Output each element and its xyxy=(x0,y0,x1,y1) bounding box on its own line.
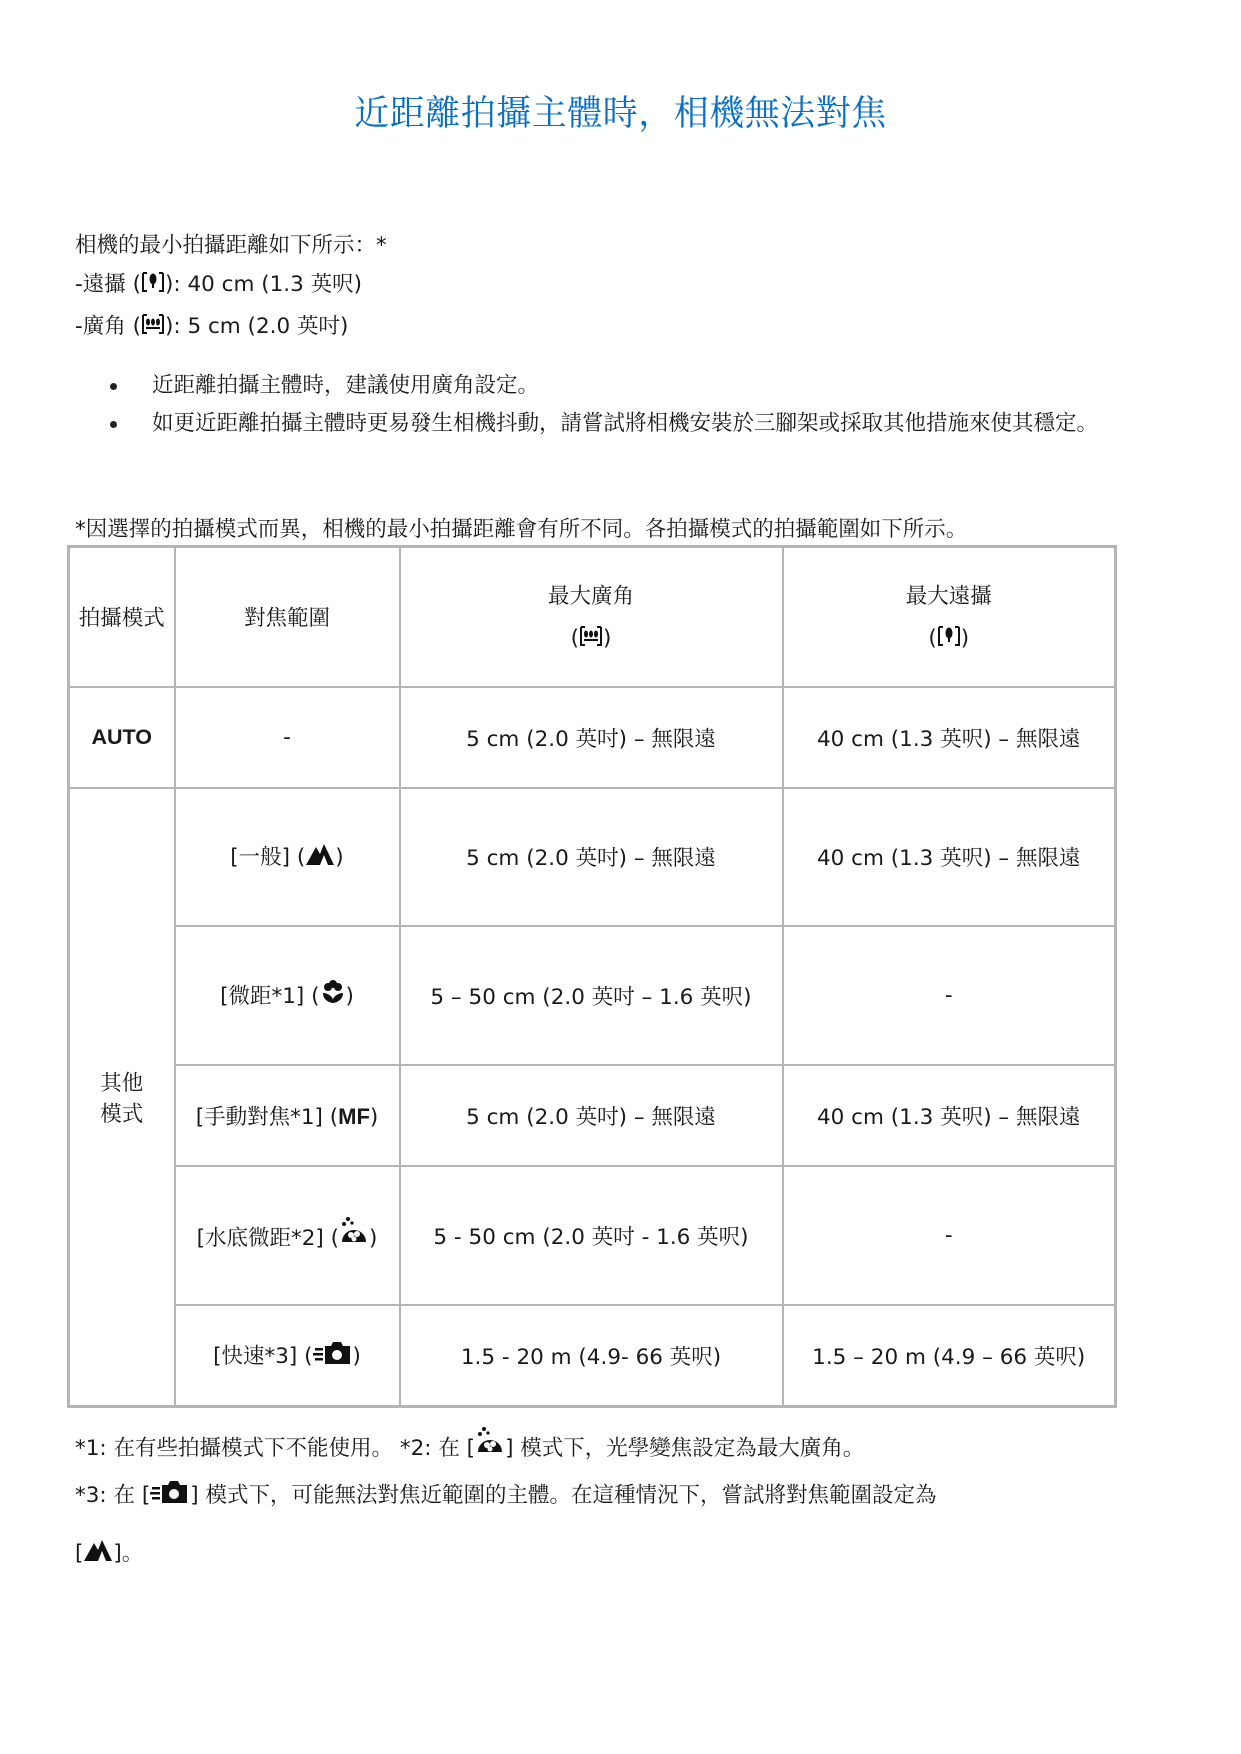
bullet-dot xyxy=(110,383,117,390)
header-wide-label: 最大廣角 xyxy=(547,584,634,610)
wide-cell: 5 cm (2.0 英吋) – 無限遠 xyxy=(400,788,783,926)
quick-shot-icon xyxy=(150,1479,190,1511)
footnote-text: *1: 在有些拍攝模式下不能使用。 *2: 在 [ xyxy=(75,1436,476,1461)
footnote-text: ]。 xyxy=(113,1541,144,1566)
range-text: [微距*1] ( xyxy=(220,983,320,1009)
manual-focus-icon: MF xyxy=(338,1103,370,1129)
footnote-1-2 xyxy=(75,1426,864,1464)
other-label-line2: 模式 xyxy=(100,1101,144,1127)
tele-cell: - xyxy=(783,1166,1116,1305)
table-row xyxy=(69,1166,1116,1305)
wide-prefix: -廣角 ( xyxy=(75,314,141,339)
tips-list xyxy=(110,368,1180,444)
tele-cell: 40 cm (1.3 英呎) – 無限遠 xyxy=(783,1065,1116,1166)
tip-text: 近距離拍攝主體時，建議使用廣角設定。 xyxy=(152,373,540,398)
page-title: 近距離拍攝主體時，相機無法對焦 xyxy=(354,94,887,134)
underwater-macro-icon xyxy=(339,1216,369,1254)
table-row xyxy=(69,926,1116,1065)
landscape-icon xyxy=(305,841,335,873)
header-range: 對焦範圍 xyxy=(175,547,400,687)
list-item xyxy=(110,406,1180,442)
tele-icon xyxy=(141,268,165,307)
range-cell: [一般] ( ) xyxy=(175,788,400,926)
range-text: [手動對焦*1] ( xyxy=(195,1104,339,1130)
range-cell: [水底微距*2] ( ) xyxy=(175,1166,400,1305)
tele-cell: - xyxy=(783,926,1116,1065)
footnote-text: ] 模式下，可能無法對焦近範圍的主體。在這種情況下，嘗試將對焦範圍設定為 xyxy=(190,1483,937,1508)
list-item xyxy=(110,368,1180,404)
tele-icon xyxy=(937,624,961,654)
range-cell: [微距*1] ( ) xyxy=(175,926,400,1065)
header-tele xyxy=(783,547,1116,687)
underwater-macro-icon xyxy=(475,1426,505,1464)
range-note: *因選擇的拍攝模式而異，相機的最小拍攝距離會有所不同。各拍攝模式的拍攝範圍如下所示。 xyxy=(75,517,968,542)
tele-cell: 40 cm (1.3 英呎) – 無限遠 xyxy=(783,687,1116,788)
tele-suffix: ): 40 cm (1.3 英呎) xyxy=(164,272,363,297)
other-label-line1: 其他 xyxy=(100,1070,144,1096)
intro-tele-line xyxy=(75,265,387,307)
table-header-row xyxy=(69,547,1116,687)
footnote-text: [ xyxy=(75,1541,84,1566)
footnote-3-cont xyxy=(75,1536,143,1569)
auto-mode-label: AUTO xyxy=(69,687,175,788)
tip-text: 如更近距離拍攝主體時更易發生相機抖動，請嘗試將相機安裝於三腳架或採取其他措施來使其穩定。 xyxy=(152,411,1099,436)
wide-cell: 5 cm (2.0 英吋) – 無限遠 xyxy=(400,687,783,788)
wide-cell: 5 cm (2.0 英吋) – 無限遠 xyxy=(400,1065,783,1166)
table-row xyxy=(69,1065,1116,1166)
quick-shot-icon xyxy=(313,1340,353,1372)
table-row xyxy=(69,788,1116,926)
wide-cell: 5 - 50 cm (2.0 英吋 - 1.6 英呎) xyxy=(400,1166,783,1305)
tele-prefix: -遠攝 ( xyxy=(75,272,141,297)
wide-cell: 1.5 - 20 m (4.9- 66 英呎) xyxy=(400,1305,783,1407)
wide-cell: 5 – 50 cm (2.0 英吋 – 1.6 英呎) xyxy=(400,926,783,1065)
wide-icon xyxy=(579,624,603,654)
table-row xyxy=(69,1305,1116,1407)
range-cell: [手動對焦*1] (MF) xyxy=(175,1065,400,1166)
intro-line: 相機的最小拍攝距離如下所示：* xyxy=(75,233,387,258)
tele-cell: 1.5 – 20 m (4.9 – 66 英呎) xyxy=(783,1305,1116,1407)
range-cell: - xyxy=(175,687,400,788)
range-cell: [快速*3] ( ) xyxy=(175,1305,400,1407)
range-text: [一般] ( xyxy=(230,845,306,870)
header-mode: 拍攝模式 xyxy=(69,547,175,687)
landscape-icon xyxy=(83,1537,113,1569)
bullet-dot xyxy=(110,421,117,428)
focus-range-table xyxy=(67,545,1117,1408)
footnote-text: ] 模式下，光學變焦設定為最大廣角。 xyxy=(505,1436,865,1461)
wide-suffix: ): 5 cm (2.0 英吋) xyxy=(164,314,349,339)
tele-cell: 40 cm (1.3 英呎) – 無限遠 xyxy=(783,788,1116,926)
table-row xyxy=(69,687,1116,788)
footnote-3 xyxy=(75,1478,936,1511)
header-tele-icon-wrap: ( ) xyxy=(788,624,1111,654)
header-wide xyxy=(400,547,783,687)
other-mode-label xyxy=(69,788,175,1407)
header-tele-label: 最大遠攝 xyxy=(905,584,992,610)
range-text: [快速*3] ( xyxy=(213,1343,313,1369)
header-wide-icon-wrap: ( ) xyxy=(405,624,778,654)
macro-icon xyxy=(320,980,346,1012)
footnote-text: *3: 在 [ xyxy=(75,1483,151,1508)
range-text: [水底微距*2] ( xyxy=(196,1226,340,1251)
wide-icon xyxy=(141,310,165,349)
intro-wide-line xyxy=(75,307,387,349)
intro xyxy=(75,226,387,349)
